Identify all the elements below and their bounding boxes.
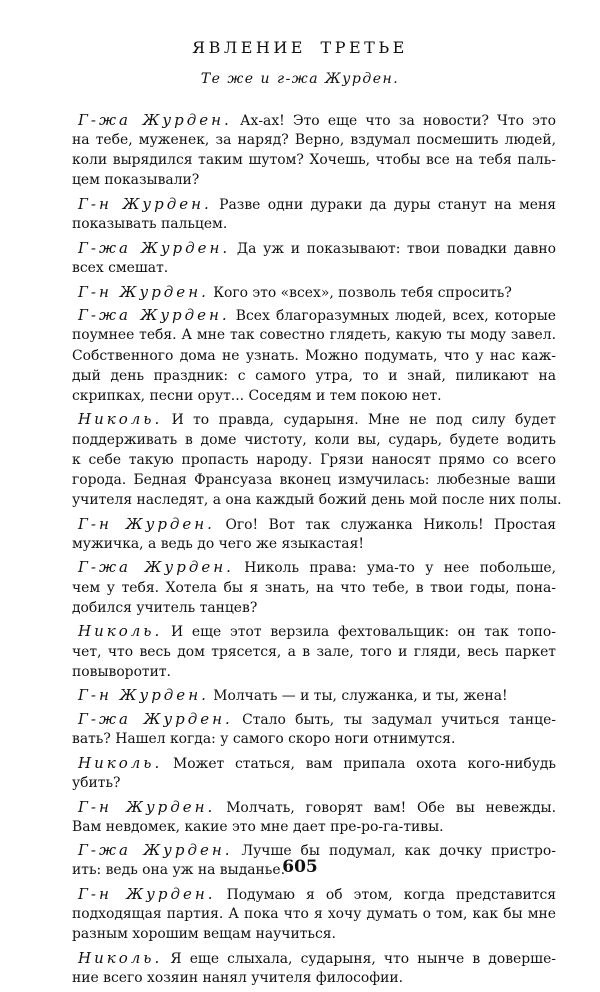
text-line [72,709,556,729]
line-text: скрипках, песни орут... Соседям и тем покою нет. [72,387,442,404]
text-line [72,366,556,386]
line-text: И еще этот верзила фехтовальщик: он так топо- [162,624,556,641]
line-text: Разве одни дураки да дуры станут на меня [211,197,557,214]
text-line [72,557,556,577]
scene-note: Те же и г-жа Журден. [200,71,400,87]
text-line [72,948,556,968]
line-text: Вам невдомек, какие это мне дает пре-ро-га-тивы. [72,818,444,835]
text-line [72,797,556,817]
text-line [72,534,556,554]
speaker-name: Г-жа Журден. [78,306,230,325]
dialogue-paragraph [72,884,556,944]
speaker-name: Г-н Журден. [78,686,209,705]
text-line [72,968,556,988]
text-line [72,490,562,510]
line-text: повыворотит. [72,663,171,680]
text-line [72,150,556,170]
line-text: Собственного дома не узнать. Можно подумать, что у нас каж- [72,347,556,364]
line-text: Я еще слыхала, сударыня, что нынче в доверше- [162,950,556,967]
line-text: убить? [72,774,121,791]
line-text: Ого! Вот так служанка Николь! Простая [214,516,557,533]
text-line [72,214,556,234]
speaker-name: Г-жа Журден. [78,841,233,860]
speaker-name: Г-жа Журден. [78,709,233,728]
line-text: разным хорошим вещам научиться. [72,926,336,943]
dialogue-paragraph [72,409,562,510]
dialogue-paragraph [72,557,556,617]
dialogue-paragraph [72,305,556,406]
line-text: добился учитель танцев? [72,599,258,616]
line-text: Лучше бы подумал, как дочку пристро- [232,843,556,860]
text-line [72,578,556,598]
line-text: мужичка, а ведь до чего же языкастая! [72,535,364,552]
line-text: на тебе, муженек, за наряд? Верно, вздумал посмешить людей, [72,132,556,149]
line-text: поумнее тебя. А мне так совестно глядеть, какую ты моду завел. [72,327,556,344]
text-line [72,884,556,904]
speaker-name: Николь. [78,622,163,641]
text-line [72,110,556,130]
line-text: И то правда, сударыня. Мне не под силу будет [162,412,556,429]
text-line [72,386,556,406]
dialogue-paragraph [72,110,556,191]
dialogue-paragraph [72,282,556,302]
speaker-name: Г-жа Журден. [78,238,231,257]
text-line [72,598,556,618]
line-text: Да уж и показывают: твои повадки давно [230,240,556,257]
text-line [72,514,556,534]
dialogue-paragraph [72,685,556,705]
scene-heading: ЯВЛЕНИЕ ТРЕТЬЕ [192,38,408,57]
line-text: Всех благоразумных людей, всех, которые [229,308,557,325]
dialogue-paragraph [72,514,556,554]
text-line [72,662,556,682]
text-line [72,753,556,773]
dialogue-paragraph [72,194,556,234]
dialogue-paragraph [72,797,556,837]
speaker-name: Г-н Журден. [78,797,216,816]
line-text: чем у тебя. Хотела бы я знать, на что тебе, в твои годы, пона- [72,579,556,596]
line-text: дый день праздник: с самого утра, то и знай, пиликают на [72,367,556,384]
text-line [72,904,556,924]
line-text: Кого это «всех», позволь тебя спросить? [208,284,512,301]
speaker-name: Николь. [78,753,163,772]
text-line [72,817,556,837]
speaker-name: Г-н Журден. [78,885,216,904]
line-text: подходящая партия. А пока что я хочу думать о том, как бы мне [72,906,556,923]
line-text: Ах-ах! Это еще что за новости? Что это [231,113,556,129]
line-text: Молчать, говорят вам! Обе вы невежды. [215,799,556,816]
text-line [72,258,556,278]
dialogue-paragraph [72,238,556,278]
line-text: всех смешат. [72,259,169,276]
text-line [72,238,556,258]
text-line [72,430,556,450]
line-text: учителя наследят, а она каждый божий день мой после них полы. [72,492,562,509]
text-line [72,470,556,490]
text-line [72,773,556,793]
line-text: цем показывали? [72,172,200,189]
text-line [72,450,556,470]
line-text: Молчать — и ты, служанка, и ты, жена! [208,688,508,705]
dialogue-paragraph [72,948,556,988]
line-text: Николь права: ума-то у нее побольше, [233,560,557,577]
line-text: города. Бедная Франсуаза вконец измучилась: любезные ваши [72,471,556,488]
line-text: Подумаю я об этом, когда представится [215,887,556,904]
line-text: поддерживать в доме чистоту, коли вы, сударь, будете водить [72,431,556,448]
line-text: показывать пальцем. [72,216,228,233]
text-line [72,130,556,150]
speaker-name: Г-н Журден. [78,195,212,214]
line-text: коли вырядился таким шутом? Хочешь, чтобы все на тебя паль- [72,152,556,169]
speaker-name: Г-жа Журден. [78,111,232,129]
text-line [72,305,556,325]
dialogue-paragraph [72,709,556,749]
line-text: Стало быть, ты задумал учиться танце- [232,711,556,728]
text-line [72,729,556,749]
text-line [72,346,556,366]
line-text: ить: ведь она уж на выданье. [72,862,285,879]
line-text: Может статься, вам припала охота кого-нибудь [162,755,556,772]
text-line [72,282,556,302]
text-line [72,170,556,190]
dialogue-paragraph [72,621,556,681]
text-line [72,409,556,429]
text-line [72,642,556,662]
speaker-name: Николь. [78,948,163,967]
text-line [72,685,556,705]
speaker-name: Николь. [78,410,163,429]
speaker-name: Г-жа Журден. [78,558,234,577]
text-line [72,924,556,944]
line-text: вать? Нашел когда: у самого скоро ноги отнимутся. [72,731,456,748]
text-line [72,325,556,345]
line-text: чет, что весь дом трясется, а в зале, того и гляди, весь паркет [72,643,556,660]
text-line [72,194,556,214]
speaker-name: Г-н Журден. [78,282,209,301]
speaker-name: Г-н Журден. [78,514,215,533]
line-text: ние всего хозяин нанял учителя философии. [72,970,404,987]
dialogue-paragraph [72,753,556,793]
text-line [72,621,556,641]
page-number: 605 [282,857,318,877]
line-text: к себе такую пропасть народу. Грязи наносят прямо со всего [72,451,556,468]
